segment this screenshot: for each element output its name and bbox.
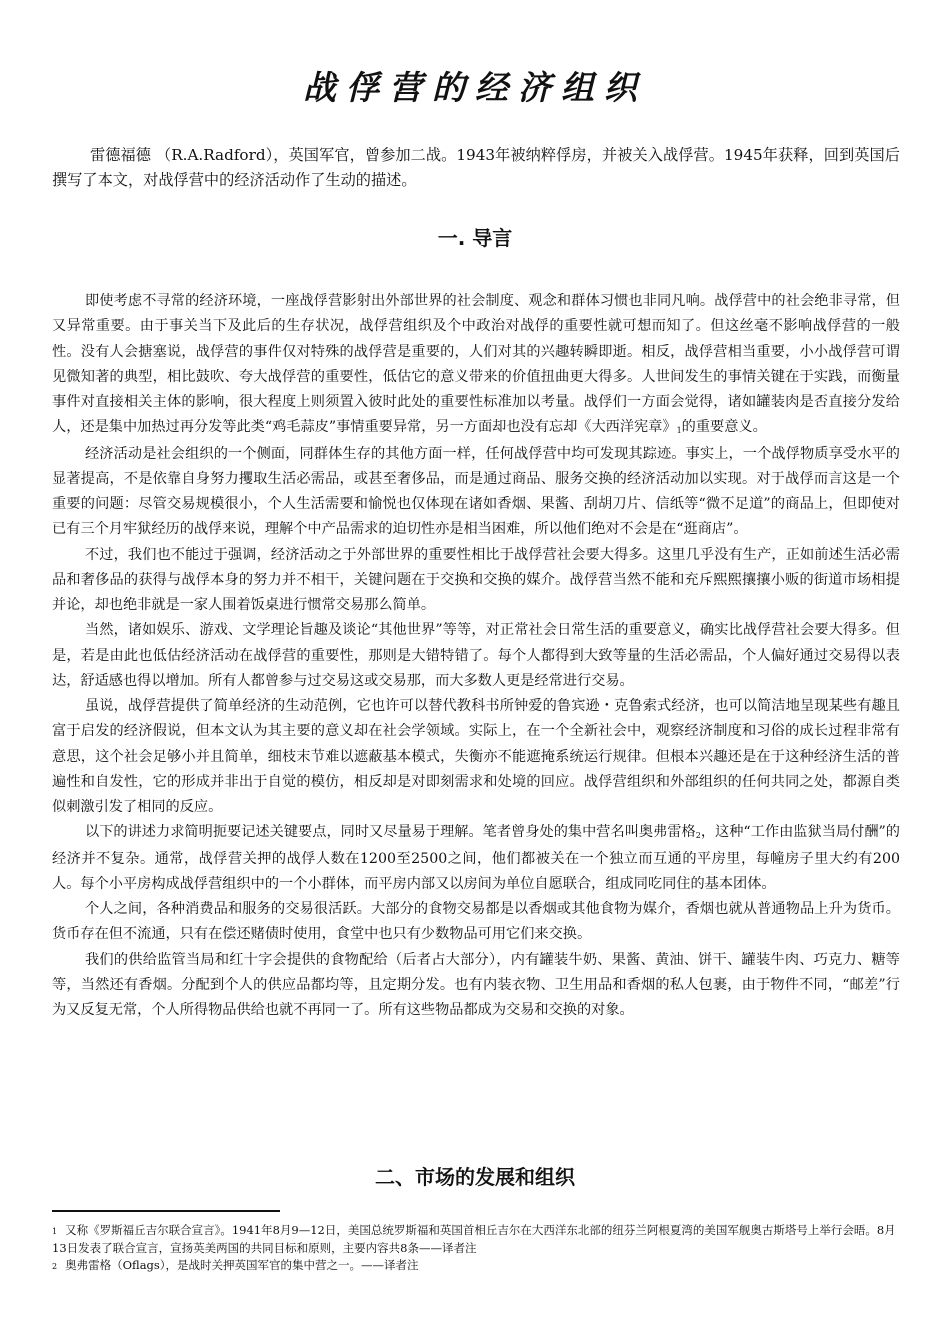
paragraph: 虽说，战俘营提供了简单经济的生动范例，它也许可以替代教科书所钟爱的鲁宾逊・克鲁索式经济，也可以简洁地呈现某些有趣且富于启发的经济假说，但本文认为其主要的意义却在社会学领域。实际上，在一个全新社会中，观察经济制度和习俗的成长过程非常有意思，这个社会足够小并且简单，细枝末节难以遮蔽基本模式，失衡亦不能遮掩系统运行规律。但根本兴趣还是在于这种经济生活的普遍性和自发性，它的形成并非出于自觉的模仿，相反却是对即刻需求和处境的回应。战俘营组织和外部组织的任何共同之处，都源自类似刺激引发了相同的反应。: [52, 698, 900, 815]
paragraph-text-tail: ，这种“工作由监狱当局付酬”的经济并不复杂。通常，战俘营关押的战俘人数在1200至2500之间，他们都被关在一个独立而互通的平房里，每幢房子里大约有200人。每个小平房构成战俘营组织中的一个小群体，而平房内部又以房间为单位自愿联合，组成同吃同住的基本团体。: [52, 824, 900, 892]
author-intro: 雷德福德 （R.A.Radford），英国军官，曾参加二战。1943年被纳粹俘房，并被关入战俘营。1945年获释，回到英国后撰写了本文，对战俘营中的经济活动作了生动的描述。: [52, 146, 900, 189]
paragraph: 当然，诸如娱乐、游戏、文学理论旨趣及谈论“其他世界”等等，对正常社会日常生活的重要意义，确实比战俘营社会要大得多。但是，若是由此也低估经济活动在战俘营的重要性，那则是大错特错了。每个人都得到大致等量的生活必需品，个人偏好通过交易得以表达，舒适感也得以增加。所有人都曾参与过交易这或交易那，而大多数人更是经常进行交易。: [52, 622, 900, 689]
paragraph: 不过，我们也不能过于强调，经济活动之于外部世界的重要性相比于战俘营社会要大得多。这里几乎没有生产，正如前述生活必需品和奢侈品的获得与战俘本身的努力并不相干，关键问题在于交换和交换的媒介。战俘营当然不能和充斥熙熙攘攘小贩的街道市场相提并论，却也绝非就是一家人围着饭桌进行惯常交易那么简单。: [52, 546, 900, 613]
footnote-item: [52, 1257, 904, 1275]
footnote-text: 又称《罗斯福丘吉尔联合宣言》。1941年8月9—12日，美国总统罗斯福和英国首相丘吉尔在大西洋东北部的纽芬兰阿根夏湾的美国军舰奥古斯塔号上举行会晤。8月13日发表了联合宣言，宣扬英美两国的共同目标和原则，主要内容共8条——译者注: [52, 1223, 896, 1255]
section-heading-introduction: 一. 导言: [437, 226, 513, 250]
footnote-item: [52, 1222, 904, 1257]
section-heading-market: 二、市场的发展和组织: [375, 1165, 575, 1189]
paragraph-text: 即使考虑不寻常的经济环境，一座战俘营影射出外部世界的社会制度、观念和群体习惯也非同凡响。战俘营中的社会绝非寻常，但又异常重要。由于事关当下及此后的生存状况，战俘营组织及个中政治对战俘的重要性就可想而知了。但这丝毫不影响战俘营的一般性。没有人会搪塞说，战俘营的事件仅对特殊的战俘营是重要的，人们对其的兴趣转瞬即逝。相反，战俘营相当重要，小小战俘营可谓见微知著的典型，相比鼓吹、夸大战俘营的重要性，低估它的意义带来的价值扭曲更大得多。人世间发生的事情关键在于实践，而衡量事件对直接相关主体的影响，很大程度上则须置入彼时此处的重要性标准加以考量。战俘们一方面会觉得，诸如罐装肉是否直接分发给人，还是集中加热过再分发等此类“鸡毛蒜皮”事情重要异常，另一方面却也没有忘却《大西洋宪章》: [52, 293, 900, 436]
footnote-mark: 1: [52, 1227, 58, 1236]
footnotes: [52, 1222, 904, 1275]
paragraph: 经济活动是社会组织的一个侧面，同群体生存的其他方面一样，任何战俘营中均可发现其踪迹。事实上，一个战俘物质享受水平的显著提高，不是依靠自身努力攫取生活必需品，或甚至奢侈品，而是通过商品、服务交换的经济活动加以实现。对于战俘而言这是一个重要的问题：尽管交易规模很小，个人生活需要和愉悦也仅体现在诸如香烟、果酱、刮胡刀片、信纸等“微不足道”的商品上，但即使对已有三个月牢狱经历的战俘来说，理解个中产品需求的迫切性亦是相当困难，所以他们绝对不会是在“逛商店”。: [52, 445, 900, 538]
paragraph-text-tail: 的重要意义。: [681, 419, 767, 436]
footnote-text: 奥弗雷格（Oflags），是战时关押英国军官的集中营之一。——译者注: [65, 1258, 419, 1272]
paragraph: [52, 289, 900, 442]
paragraph: [52, 820, 900, 897]
footnote-ref-1[interactable]: 1: [676, 426, 682, 436]
section-body: [52, 289, 900, 1023]
footnote-divider: [52, 1210, 280, 1212]
paragraph: 个人之间，各种消费品和服务的交易很活跃。大部分的食物交易都是以香烟或其他食物为媒介，香烟也就从普通物品上升为货币。货币存在但不流通，只有在偿还赌债时使用，食堂中也只有少数物品可用它们来交换。: [52, 901, 900, 943]
document-title: 战俘营的经济组织: [303, 68, 647, 107]
footnote-mark: 2: [52, 1262, 58, 1271]
paragraph-text: 以下的讲述力求简明扼要记述关键要点，同时又尽量易于理解。笔者曾身处的集中营名叫奥弗雷格: [85, 824, 696, 841]
paragraph: 我们的供给监管当局和红十字会提供的食物配给（后者占大部分），内有罐装牛奶、果酱、黄油、饼干、罐装牛肉、巧克力、糖等等，当然还有香烟。分配到个人的供应品都均等，且定期分发。也有内装衣物、卫生用品和香烟的私人包裹，由于物件不同，“邮差”行为又反复无常，个人所得物品供给也就不再同一了。所有这些物品都成为交易和交换的对象。: [52, 951, 900, 1018]
footnote-ref-2[interactable]: 2: [695, 831, 701, 841]
